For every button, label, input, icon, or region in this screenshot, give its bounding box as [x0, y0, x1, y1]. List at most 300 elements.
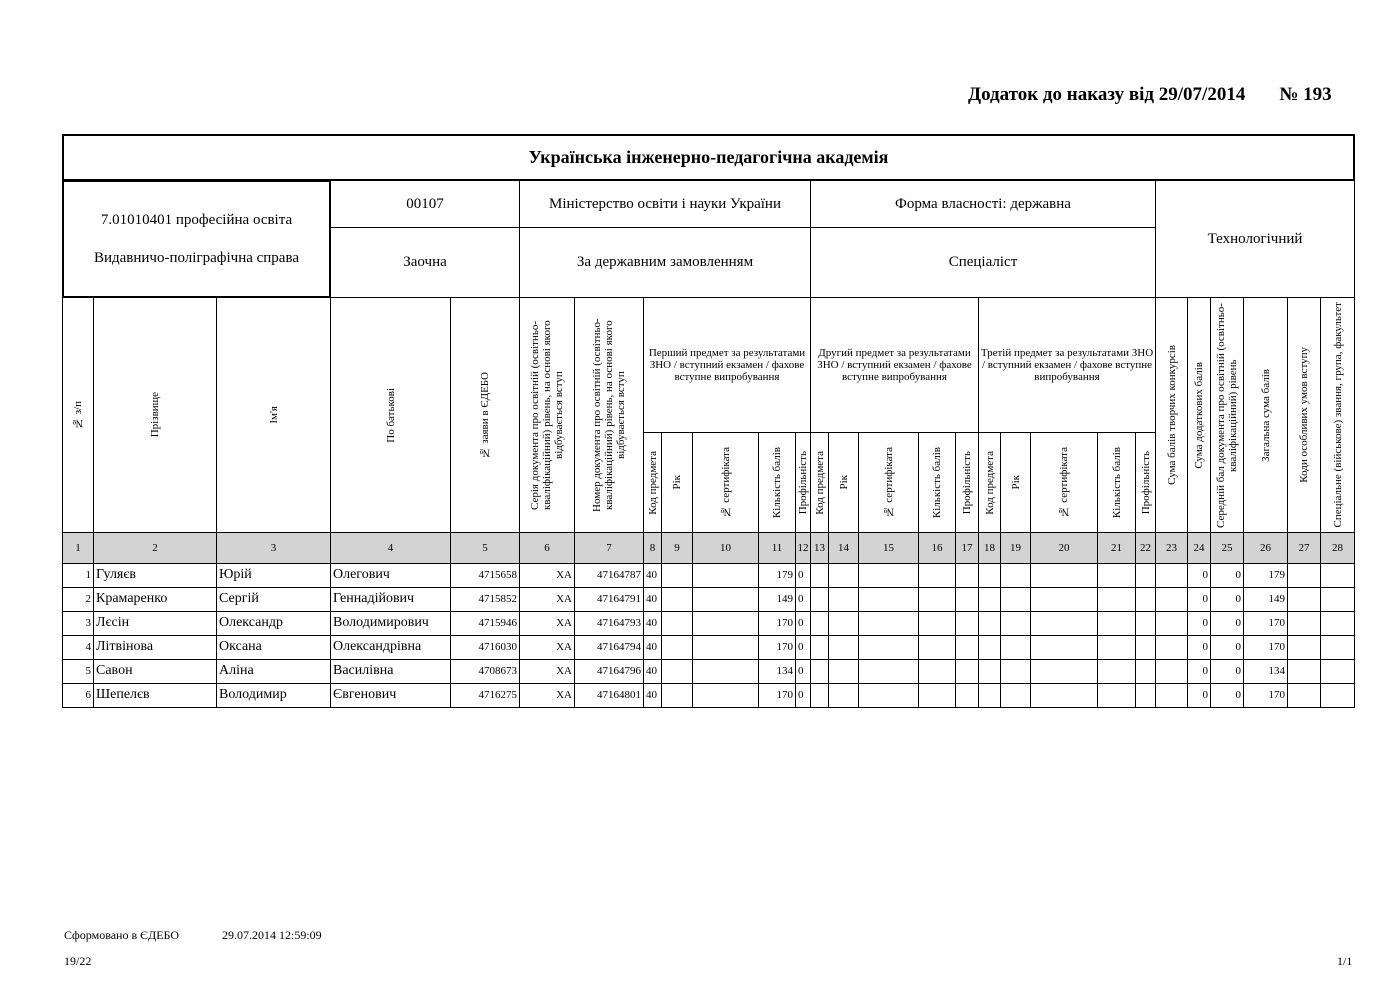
table-cell [1030, 611, 1098, 636]
column-header-13-text: Код предмета [813, 450, 826, 515]
study-form-text: Заочна [403, 254, 447, 270]
column-header-18 [978, 432, 1001, 533]
table-cell: 4715658 [450, 563, 520, 588]
column-number-28-text: 28 [1332, 541, 1343, 554]
table-cell [955, 683, 979, 708]
column-number-9 [661, 532, 693, 564]
table-cell: Оксана [216, 635, 331, 660]
column-number-14-text: 14 [838, 541, 849, 554]
table-cell: 40 [643, 635, 662, 660]
table-cell: Лєсін [93, 611, 217, 636]
column-header-9 [661, 432, 693, 533]
table-cell: 0 [1210, 659, 1244, 684]
header-subject2-text: Другий предмет за результатами ЗНО / вступний екзамен / фахове вступне випробування [817, 347, 972, 383]
column-header-19-text: Рік [1009, 475, 1022, 490]
table-cell: 0 [1210, 683, 1244, 708]
column-header-1 [62, 297, 94, 533]
table-cell [828, 563, 859, 588]
column-number-7-text: 7 [606, 541, 612, 554]
table-cell [661, 587, 693, 612]
table-cell [955, 587, 979, 612]
table-cell [810, 587, 829, 612]
table-cell [1097, 611, 1136, 636]
column-number-27 [1287, 532, 1321, 564]
column-number-25-text: 25 [1221, 541, 1233, 554]
column-number-28 [1320, 532, 1355, 564]
table-cell: 179 [758, 563, 796, 588]
table-cell [661, 611, 693, 636]
column-header-4-text: По батькові [384, 387, 397, 443]
table-cell: Володимир [216, 683, 331, 708]
table-cell [1030, 659, 1098, 684]
column-header-11 [758, 432, 796, 533]
column-number-8 [643, 532, 662, 564]
table-cell: 149 [1243, 587, 1288, 612]
table-cell: 47164796 [574, 659, 644, 684]
column-header-8 [643, 432, 662, 533]
institution-name [62, 134, 1355, 181]
column-number-18-text: 18 [984, 541, 995, 554]
table-cell [1000, 611, 1031, 636]
table-cell [810, 683, 829, 708]
study-form [330, 227, 520, 298]
table-cell [661, 635, 693, 660]
table-cell: 0 [1187, 587, 1211, 612]
table-cell: 134 [758, 659, 796, 684]
column-number-20 [1030, 532, 1098, 564]
table-cell [1097, 659, 1136, 684]
column-header-17-text: Профільність [961, 450, 973, 515]
table-cell: Олександрівна [330, 635, 451, 660]
table-cell [828, 635, 859, 660]
column-header-28-text: Спеціальне (військове) звання, група, факультет [1331, 302, 1344, 528]
table-cell [828, 611, 859, 636]
table-cell [1097, 587, 1136, 612]
column-header-27-text: Коди особливих умов вступу [1298, 347, 1310, 483]
table-cell: 47164791 [574, 587, 644, 612]
table-cell: 47164801 [574, 683, 644, 708]
table-cell: 4715946 [450, 611, 520, 636]
table-cell [858, 659, 919, 684]
column-header-23 [1155, 297, 1188, 533]
column-number-19-text: 19 [1010, 541, 1021, 554]
column-header-15-text: № сертифіката [882, 447, 895, 518]
column-number-8-text: 8 [649, 541, 656, 554]
column-header-10 [692, 432, 759, 533]
table-cell [692, 611, 759, 636]
column-number-12-text: 12 [797, 541, 809, 554]
table-cell [858, 611, 919, 636]
table-cell: Олександр [216, 611, 331, 636]
table-cell [661, 659, 693, 684]
table-cell [955, 611, 979, 636]
table-cell [661, 683, 693, 708]
table-cell [1030, 587, 1098, 612]
table-cell: ХА [519, 659, 575, 684]
table-cell [918, 683, 956, 708]
generated-label: Сформовано в ЄДЕБО [64, 928, 180, 942]
table-cell: 40 [643, 683, 662, 708]
table-cell: 0 [795, 587, 811, 612]
table-cell: 4716275 [450, 683, 520, 708]
ministry [519, 180, 811, 228]
table-cell: Крамаренко [93, 587, 217, 612]
table-cell [955, 659, 979, 684]
column-header-3-text: Ім'я [267, 406, 280, 424]
table-cell [978, 563, 1001, 588]
table-cell: 0 [1210, 635, 1244, 660]
table-cell [1000, 563, 1031, 588]
table-cell: 170 [758, 683, 796, 708]
table-cell [918, 563, 956, 588]
table-cell [918, 635, 956, 660]
column-header-26 [1243, 297, 1288, 533]
table-cell [1000, 683, 1031, 708]
column-header-6 [519, 297, 575, 533]
table-cell [810, 659, 829, 684]
table-cell: 40 [643, 659, 662, 684]
column-number-12 [795, 532, 811, 564]
column-number-3-text: 3 [270, 541, 277, 554]
column-header-27 [1287, 297, 1321, 533]
column-number-19 [1000, 532, 1031, 564]
table-cell [978, 611, 1001, 636]
column-number-4-text: 4 [387, 541, 394, 554]
order-number: № 193 [1279, 84, 1332, 105]
column-header-14 [828, 432, 859, 533]
column-header-5-text: № заяви в ЄДЕБО [479, 371, 491, 459]
institution-name-text: Українська інженерно-педагогічна академія [528, 147, 889, 167]
column-header-24-text: Сума додаткових балів [1193, 361, 1205, 469]
column-number-23 [1155, 532, 1188, 564]
generated-timestamp: 29.07.2014 12:59:09 [222, 928, 322, 942]
table-cell [661, 563, 693, 588]
header-subject1 [643, 297, 811, 433]
table-cell [858, 635, 919, 660]
table-cell: 4708673 [450, 659, 520, 684]
table-cell [828, 659, 859, 684]
table-cell [828, 683, 859, 708]
column-header-18-text: Код предмета [983, 450, 996, 515]
table-cell: 0 [795, 659, 811, 684]
table-cell [978, 587, 1001, 612]
header-subject3-text: Третій предмет за результатами ЗНО / вступний екзамен / фахове вступне випробування [980, 347, 1154, 383]
table-cell [1000, 587, 1031, 612]
sheet-counter: 19/22 [64, 954, 92, 968]
column-header-21-text: Кількість балів [1110, 446, 1123, 519]
column-number-1-text: 1 [75, 541, 81, 554]
table-cell: Володимирович [330, 611, 451, 636]
page-counter: 1/1 [1337, 954, 1353, 968]
table-cell: Аліна [216, 659, 331, 684]
table-cell: 0 [1210, 611, 1244, 636]
table-cell [1030, 635, 1098, 660]
column-number-15-text: 15 [883, 541, 894, 554]
column-header-22-text: Профільність [1139, 450, 1152, 515]
column-header-11-text: Кількість балів [771, 446, 783, 519]
table-cell: 4716030 [450, 635, 520, 660]
table-cell [1030, 563, 1098, 588]
table-cell: ХА [519, 683, 575, 708]
funding-type-text: За державним замовленням [576, 254, 754, 270]
table-cell [1155, 635, 1188, 660]
institution-code-text: 00107 [406, 195, 444, 212]
column-header-16-text: Кількість балів [931, 446, 943, 519]
table-cell: 47164794 [574, 635, 644, 660]
table-cell: 0 [1187, 563, 1211, 588]
column-header-20 [1030, 432, 1098, 533]
table-cell: ХА [519, 563, 575, 588]
table-cell [692, 659, 759, 684]
column-header-8-text: Код предмета [646, 450, 659, 515]
table-cell [1097, 635, 1136, 660]
table-cell: Євгенович [330, 683, 451, 708]
table-cell [1000, 635, 1031, 660]
column-number-23-text: 23 [1166, 541, 1177, 554]
column-header-16 [918, 432, 956, 533]
column-number-22 [1135, 532, 1156, 564]
table-cell: 170 [1243, 611, 1288, 636]
table-cell [1135, 587, 1156, 612]
column-header-26-text: Загальна сума балів [1259, 368, 1272, 462]
document-title [968, 84, 1332, 106]
column-header-15 [858, 432, 919, 533]
table-cell [978, 659, 1001, 684]
column-number-26-text: 26 [1260, 541, 1271, 554]
table-cell [1287, 683, 1321, 708]
faculty-text: Технологічний [1207, 230, 1303, 247]
order-title: Додаток до наказу від 29/07/2014 [968, 84, 1246, 105]
table-cell [1097, 683, 1136, 708]
table-cell: 0 [795, 563, 811, 588]
table-cell [692, 563, 759, 588]
table-cell [810, 635, 829, 660]
table-cell [955, 635, 979, 660]
column-header-7 [574, 297, 644, 533]
table-cell: 2 [62, 587, 94, 612]
table-cell: 3 [62, 611, 94, 636]
column-number-17-text: 17 [961, 541, 973, 554]
table-cell [918, 611, 956, 636]
table-cell [1097, 563, 1136, 588]
degree-text: Спеціаліст [948, 254, 1018, 270]
column-header-2 [93, 297, 217, 533]
column-number-25 [1210, 532, 1244, 564]
table-cell [1135, 563, 1156, 588]
table-cell: 4 [62, 635, 94, 660]
table-cell [1135, 635, 1156, 660]
institution-code [330, 180, 520, 228]
faculty [1155, 180, 1355, 298]
table-cell [858, 587, 919, 612]
table-cell [692, 683, 759, 708]
table-cell [1155, 659, 1188, 684]
column-header-14-text: Рік [837, 475, 850, 490]
column-header-24 [1187, 297, 1211, 533]
column-number-9-text: 9 [674, 541, 680, 554]
column-number-24 [1187, 532, 1211, 564]
column-header-7-text: Номер документа про освітній (освітньо-кваліфікаційний) рівень, на основі якого відбувається вступ [591, 318, 627, 512]
table-cell [1287, 563, 1321, 588]
column-number-27-text: 27 [1298, 541, 1310, 554]
header-subject2 [810, 297, 979, 433]
column-header-12 [795, 432, 811, 533]
column-header-6-text: Серія документа про освітній (освітньо-кваліфікаційний) рівень, на основі якого відбувається вступ [529, 320, 565, 510]
ministry-text: Міністерство освіти і науки України [548, 195, 781, 212]
column-header-20-text: № сертифіката [1058, 447, 1070, 518]
column-number-11 [758, 532, 796, 564]
funding-type [519, 227, 811, 298]
table-cell: 134 [1243, 659, 1288, 684]
header-subject3 [978, 297, 1156, 433]
table-cell [1155, 683, 1188, 708]
table-cell [858, 683, 919, 708]
table-cell: 40 [643, 611, 662, 636]
table-cell: Савон [93, 659, 217, 684]
column-number-10 [692, 532, 759, 564]
column-number-20-text: 20 [1058, 541, 1070, 554]
table-cell [955, 563, 979, 588]
specialty [62, 180, 331, 298]
column-header-13 [810, 432, 829, 533]
table-cell: 0 [795, 635, 811, 660]
table-cell [918, 659, 956, 684]
table-cell: 170 [1243, 683, 1288, 708]
column-number-21-text: 21 [1111, 541, 1122, 554]
table-cell [1155, 587, 1188, 612]
table-cell: ХА [519, 611, 575, 636]
column-header-12-text: Профільність [797, 450, 809, 515]
table-cell [858, 563, 919, 588]
table-cell [1135, 659, 1156, 684]
table-cell [1320, 587, 1355, 612]
column-header-22 [1135, 432, 1156, 533]
column-header-23-text: Сума балів творчих конкурсів [1165, 345, 1178, 485]
table-cell: 179 [1243, 563, 1288, 588]
table-cell: 0 [1187, 683, 1211, 708]
column-header-25-text: Середній бал документа про освітній (освітньо-кваліфікаційний) рівень [1215, 302, 1239, 528]
column-header-21 [1097, 432, 1136, 533]
table-cell: 170 [1243, 635, 1288, 660]
column-number-2 [93, 532, 217, 564]
table-cell [1320, 611, 1355, 636]
column-header-3 [216, 297, 331, 533]
table-cell [1030, 683, 1098, 708]
table-cell [1155, 563, 1188, 588]
column-header-1-text: № з/п [72, 400, 84, 430]
column-number-4 [330, 532, 451, 564]
column-header-2-text: Прізвище [149, 392, 161, 438]
column-number-1 [62, 532, 94, 564]
column-number-24-text: 24 [1193, 541, 1205, 554]
table-cell: 6 [62, 683, 94, 708]
table-cell [810, 611, 829, 636]
table-cell [978, 683, 1001, 708]
table-cell: 4715852 [450, 587, 520, 612]
table-cell: 170 [758, 611, 796, 636]
degree [810, 227, 1156, 298]
column-number-21 [1097, 532, 1136, 564]
column-header-10-text: № сертифіката [719, 447, 732, 518]
column-number-7 [574, 532, 644, 564]
table-cell: 0 [1187, 611, 1211, 636]
table-cell: Василівна [330, 659, 451, 684]
table-cell [1000, 659, 1031, 684]
ownership-form [810, 180, 1156, 228]
table-cell: 5 [62, 659, 94, 684]
table-cell: 0 [795, 683, 811, 708]
column-number-13-text: 13 [814, 541, 825, 554]
table-cell [1287, 635, 1321, 660]
table-cell [1320, 683, 1355, 708]
column-number-2-text: 2 [152, 541, 158, 554]
table-cell [1135, 683, 1156, 708]
column-number-17 [955, 532, 979, 564]
table-cell [918, 587, 956, 612]
table-cell [978, 635, 1001, 660]
table-cell [1155, 611, 1188, 636]
table-cell: Гуляєв [93, 563, 217, 588]
table-cell: 40 [643, 563, 662, 588]
column-number-15 [858, 532, 919, 564]
table-cell [828, 587, 859, 612]
table-cell [1287, 611, 1321, 636]
header-subject1-text: Перший предмет за результатами ЗНО / вступний екзамен / фахове вступне випробування [648, 347, 806, 383]
table-cell [1287, 659, 1321, 684]
column-header-5 [450, 297, 520, 533]
table-cell: 0 [1187, 659, 1211, 684]
table-cell: Юрій [216, 563, 331, 588]
table-cell [692, 587, 759, 612]
table-cell: ХА [519, 587, 575, 612]
column-header-4 [330, 297, 451, 533]
column-header-17 [955, 432, 979, 533]
column-header-19 [1000, 432, 1031, 533]
table-cell: Олегович [330, 563, 451, 588]
table-cell [1320, 563, 1355, 588]
table-cell: 47164793 [574, 611, 644, 636]
column-number-6 [519, 532, 575, 564]
column-number-16 [918, 532, 956, 564]
table-cell: 47164787 [574, 563, 644, 588]
table-cell: 40 [643, 587, 662, 612]
table-cell: Шепелєв [93, 683, 217, 708]
table-cell [1135, 611, 1156, 636]
specialty-line2: Видавничо-поліграфічна справа [93, 249, 300, 266]
table-cell: 0 [1187, 635, 1211, 660]
ownership-form-text: Форма власності: державна [895, 195, 1071, 212]
table-cell: 1 [62, 563, 94, 588]
table-cell: ХА [519, 635, 575, 660]
table-cell: Літвінова [93, 635, 217, 660]
table-cell: 170 [758, 635, 796, 660]
column-number-26 [1243, 532, 1288, 564]
column-number-18 [978, 532, 1001, 564]
column-number-5 [450, 532, 520, 564]
table-cell: 0 [795, 611, 811, 636]
column-header-28 [1320, 297, 1355, 533]
column-number-14 [828, 532, 859, 564]
specialty-line1: 7.01010401 професійна освіта [100, 211, 293, 228]
table-cell: 149 [758, 587, 796, 612]
column-number-11-text: 11 [771, 541, 783, 554]
column-number-13 [810, 532, 829, 564]
table-cell [692, 635, 759, 660]
table-cell [1287, 587, 1321, 612]
table-cell [1320, 635, 1355, 660]
table-cell [1320, 659, 1355, 684]
column-number-3 [216, 532, 331, 564]
